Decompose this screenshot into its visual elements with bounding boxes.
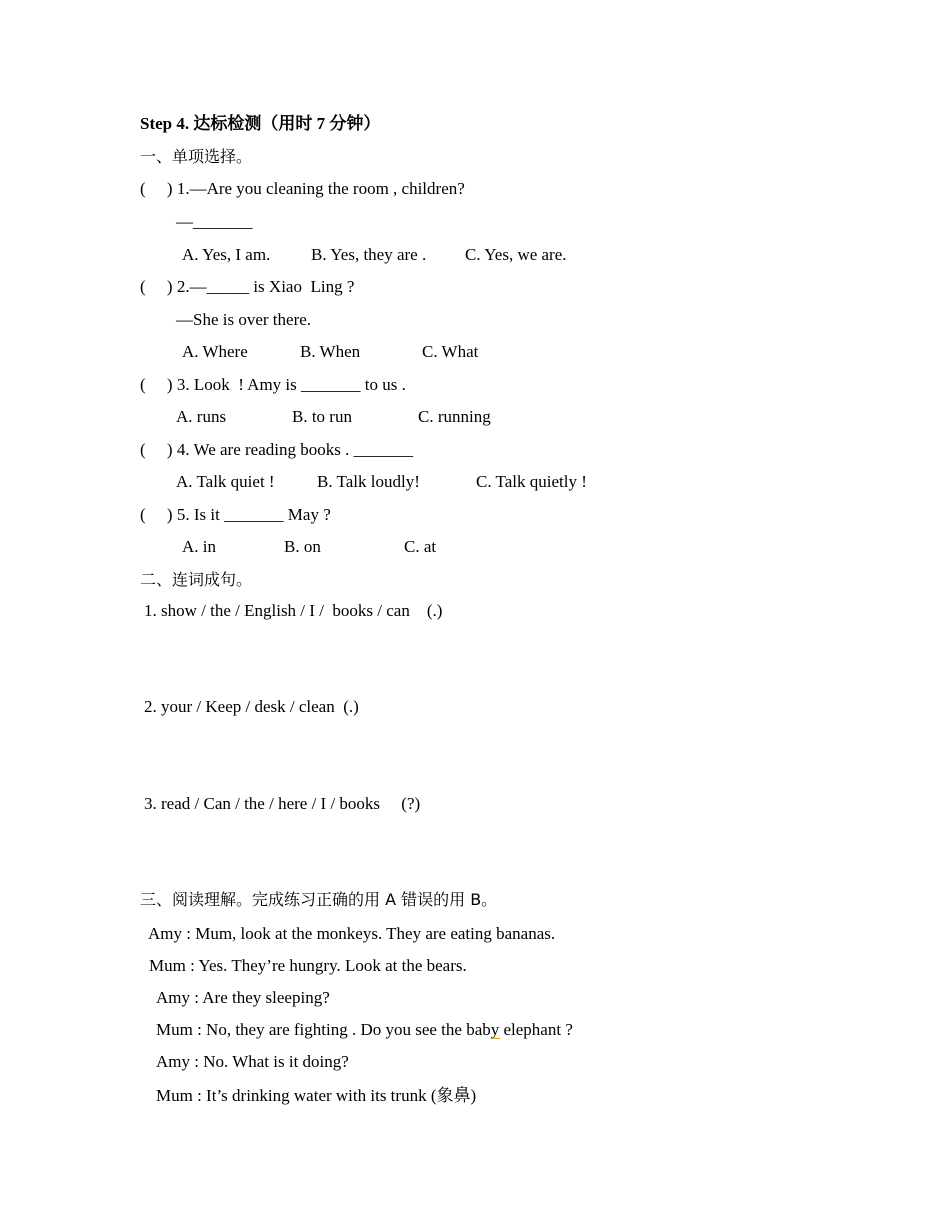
dialogue-line-1: Amy : Mum, look at the monkeys. They are eating bananas.	[148, 924, 556, 943]
question-2-option-a: A. Where	[182, 342, 248, 361]
question-4-option-a: A. Talk quiet !	[176, 472, 275, 491]
dialogue-line-5: Amy : No. What is it doing?	[156, 1052, 349, 1071]
dialogue-line-3: Amy : Are they sleeping?	[156, 988, 330, 1007]
question-5-stem: ( ) 5. Is it _______ May ?	[140, 505, 331, 524]
sentence-item-2: 2. your / Keep / desk / clean (.)	[144, 697, 359, 716]
dialogue-line-2: Mum : Yes. They’re hungry. Look at the bears.	[149, 956, 467, 975]
question-2-stem: ( ) 2.—_____ is Xiao Ling ?	[140, 277, 355, 296]
question-1-option-c: C. Yes, we are.	[465, 245, 567, 264]
question-2-answer-line: —She is over there.	[176, 310, 312, 329]
question-3-option-c: C. running	[418, 407, 491, 426]
question-1-option-b: B. Yes, they are .	[311, 245, 427, 264]
question-1-stem: ( ) 1.—Are you cleaning the room , children?	[140, 179, 465, 198]
question-3-option-b: B. to run	[292, 407, 352, 426]
spellcheck-mark	[494, 1033, 500, 1039]
section2-heading: 二、连词成句。	[140, 570, 253, 589]
sentence-item-3: 3. read / Can / the / here / I / books (?)	[144, 794, 421, 813]
section3-heading: 三、阅读理解。完成练习正确的用 A 错误的用 B。	[140, 890, 498, 909]
question-2-option-c: C. What	[422, 342, 479, 361]
question-4-option-c: C. Talk quietly !	[476, 472, 587, 491]
question-5-option-b: B. on	[284, 537, 321, 556]
dialogue-line-4: Mum : No, they are fighting . Do you see the baby elephant ?	[156, 1020, 573, 1039]
sentence-item-1: 1. show / the / English / I / books / can (.)	[144, 601, 443, 620]
question-1-option-a: A. Yes, I am.	[182, 245, 271, 264]
step-title: Step 4. 达标检测（用时 7 分钟）	[140, 114, 381, 133]
dialogue-line-6: Mum : It’s drinking water with its trunk (象鼻)	[156, 1086, 477, 1105]
section1-heading: 一、单项选择。	[140, 147, 253, 166]
question-4-option-b: B. Talk loudly!	[317, 472, 420, 491]
question-4-stem: ( ) 4. We are reading books . _______	[140, 440, 414, 459]
question-3-stem: ( ) 3. Look ! Amy is _______ to us .	[140, 375, 406, 394]
question-3-option-a: A. runs	[176, 407, 227, 426]
question-1-answer-line: —_______	[176, 212, 253, 231]
question-2-option-b: B. When	[300, 342, 361, 361]
question-5-option-a: A. in	[182, 537, 216, 556]
question-5-option-c: C. at	[404, 537, 437, 556]
